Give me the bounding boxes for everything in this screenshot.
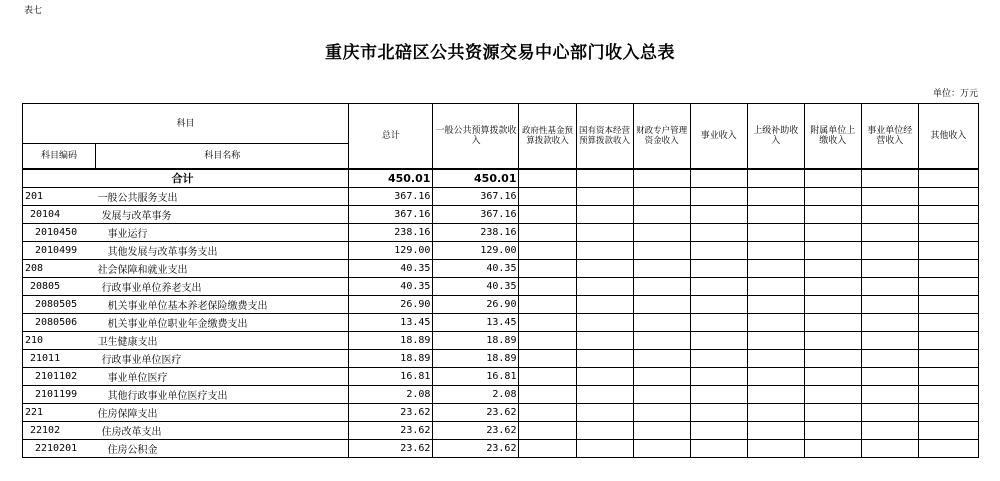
cell-empty (804, 349, 861, 367)
page-title: 重庆市北碚区公共资源交易中心部门收入总表 (325, 43, 675, 63)
table-row (23, 385, 979, 403)
cell-general: 13.45 (433, 313, 519, 331)
cell-code: 2101102 (23, 367, 96, 385)
unit-label: 单位：万元 (932, 89, 978, 99)
cell-empty (918, 277, 978, 295)
cell-general: 23.62 (433, 403, 519, 421)
cell-empty (861, 385, 918, 403)
total-general-value: 450.01 (433, 169, 519, 188)
header-col-superior-subsidy: 上级补助收入 (747, 104, 804, 169)
cell-empty (519, 223, 576, 241)
table-row (23, 421, 979, 439)
cell-general: 23.62 (433, 439, 519, 457)
cell-empty (633, 259, 690, 277)
cell-empty (747, 259, 804, 277)
cell-empty (747, 403, 804, 421)
table-row (23, 403, 979, 421)
table-row (23, 205, 979, 223)
cell-general: 238.16 (433, 223, 519, 241)
cell-general: 2.08 (433, 385, 519, 403)
cell-empty (519, 259, 576, 277)
cell-code: 2010450 (23, 223, 96, 241)
header-subject: 科目 (23, 104, 349, 144)
header-col-general: 一般公共预算拨款收入 (433, 104, 519, 169)
header-col-affiliated: 附属单位上缴收入 (804, 104, 861, 169)
cell-empty (747, 421, 804, 439)
cell-general: 129.00 (433, 241, 519, 259)
cell-empty (519, 295, 576, 313)
table-row (23, 331, 979, 349)
cell-empty (861, 223, 918, 241)
cell-empty (861, 277, 918, 295)
cell-general: 40.35 (433, 259, 519, 277)
cell-name: 其他行政事业单位医疗支出 (96, 385, 349, 403)
total-value: 450.01 (349, 169, 433, 188)
cell-name: 事业单位医疗 (96, 367, 349, 385)
cell-empty (576, 385, 633, 403)
cell-general: 40.35 (433, 277, 519, 295)
cell-total: 18.89 (349, 349, 433, 367)
cell-empty (861, 259, 918, 277)
cell-empty (747, 439, 804, 457)
cell-empty (804, 385, 861, 403)
cell-code: 20805 (23, 277, 96, 295)
cell-empty (576, 313, 633, 331)
cell-empty (576, 349, 633, 367)
cell-empty (519, 187, 576, 205)
cell-total: 23.62 (349, 439, 433, 457)
cell-empty (804, 241, 861, 259)
header-code: 科目编码 (23, 144, 96, 169)
cell-empty (918, 223, 978, 241)
cell-empty (690, 259, 747, 277)
header-col-other: 其他收入 (918, 104, 978, 169)
cell-code: 22102 (23, 421, 96, 439)
cell-name: 卫生健康支出 (96, 331, 349, 349)
cell-empty (918, 205, 978, 223)
header-col-special-account: 财政专户管理资金收入 (633, 104, 690, 169)
header-col-operating: 事业单位经营收入 (861, 104, 918, 169)
cell-empty (633, 295, 690, 313)
header-total: 总计 (349, 104, 433, 169)
cell-code: 210 (23, 331, 96, 349)
cell-code: 208 (23, 259, 96, 277)
cell-empty (633, 439, 690, 457)
cell-total: 367.16 (349, 205, 433, 223)
table-row (23, 277, 979, 295)
cell-name: 发展与改革事务 (96, 205, 349, 223)
cell-empty (519, 313, 576, 331)
cell-empty (690, 313, 747, 331)
cell-empty (633, 367, 690, 385)
cell-empty (633, 349, 690, 367)
cell-empty (918, 313, 978, 331)
cell-empty (690, 277, 747, 295)
cell-code: 20104 (23, 205, 96, 223)
cell-empty (918, 295, 978, 313)
cell-empty (804, 313, 861, 331)
cell-general: 26.90 (433, 295, 519, 313)
cell-name: 行政事业单位养老支出 (96, 277, 349, 295)
cell-empty (747, 349, 804, 367)
cell-empty (918, 259, 978, 277)
cell-empty (633, 205, 690, 223)
cell-empty (690, 421, 747, 439)
cell-empty (576, 439, 633, 457)
cell-empty (918, 187, 978, 205)
cell-empty (804, 331, 861, 349)
cell-name: 住房改革支出 (96, 421, 349, 439)
header-col-state-capital: 国有资本经营预算拨款收入 (576, 104, 633, 169)
cell-empty (918, 439, 978, 457)
cell-empty (633, 385, 690, 403)
cell-empty (804, 223, 861, 241)
cell-empty (747, 187, 804, 205)
cell-code: 21011 (23, 349, 96, 367)
cell-empty (576, 187, 633, 205)
cell-empty (690, 403, 747, 421)
cell-name: 机关事业单位基本养老保险缴费支出 (96, 295, 349, 313)
cell-empty (747, 241, 804, 259)
cell-total: 40.35 (349, 277, 433, 295)
cell-name: 社会保障和就业支出 (96, 259, 349, 277)
cell-empty (747, 295, 804, 313)
cell-empty (633, 313, 690, 331)
table-row (23, 223, 979, 241)
cell-code: 2010499 (23, 241, 96, 259)
cell-total: 40.35 (349, 259, 433, 277)
cell-empty (861, 367, 918, 385)
cell-name: 其他发展与改革事务支出 (96, 241, 349, 259)
cell-empty (576, 403, 633, 421)
cell-empty (690, 223, 747, 241)
cell-empty (747, 385, 804, 403)
cell-general: 18.89 (433, 349, 519, 367)
cell-empty (804, 403, 861, 421)
cell-empty (690, 349, 747, 367)
cell-empty (519, 439, 576, 457)
cell-general: 367.16 (433, 205, 519, 223)
cell-empty (918, 403, 978, 421)
table-row (23, 187, 979, 205)
cell-empty (576, 367, 633, 385)
cell-empty (804, 277, 861, 295)
cell-empty (633, 421, 690, 439)
cell-empty (918, 421, 978, 439)
table-row (23, 367, 979, 385)
cell-code: 2080505 (23, 295, 96, 313)
cell-empty (861, 349, 918, 367)
table-row (23, 241, 979, 259)
cell-empty (861, 205, 918, 223)
cell-general: 367.16 (433, 187, 519, 205)
cell-general: 23.62 (433, 421, 519, 439)
header-name: 科目名称 (96, 144, 349, 169)
cell-total: 23.62 (349, 421, 433, 439)
cell-code: 2080506 (23, 313, 96, 331)
cell-empty (576, 241, 633, 259)
cell-empty (861, 295, 918, 313)
cell-empty (519, 367, 576, 385)
cell-empty (861, 331, 918, 349)
header-col-business: 事业收入 (690, 104, 747, 169)
cell-empty (576, 295, 633, 313)
cell-empty (519, 421, 576, 439)
cell-empty (690, 241, 747, 259)
cell-total: 13.45 (349, 313, 433, 331)
cell-code: 2210201 (23, 439, 96, 457)
cell-empty (519, 241, 576, 259)
cell-empty (804, 205, 861, 223)
cell-empty (918, 331, 978, 349)
cell-empty (861, 187, 918, 205)
cell-empty (747, 367, 804, 385)
cell-empty (861, 241, 918, 259)
cell-name: 住房保障支出 (96, 403, 349, 421)
cell-total: 18.89 (349, 331, 433, 349)
cell-empty (633, 241, 690, 259)
cell-total: 26.90 (349, 295, 433, 313)
table-number-tag: 表七 (24, 6, 43, 16)
cell-name: 住房公积金 (96, 439, 349, 457)
cell-total: 23.62 (349, 403, 433, 421)
cell-empty (633, 187, 690, 205)
cell-empty (519, 385, 576, 403)
table-row (23, 295, 979, 313)
cell-total: 16.81 (349, 367, 433, 385)
cell-empty (690, 187, 747, 205)
income-summary-table (22, 103, 979, 458)
cell-name: 行政事业单位医疗 (96, 349, 349, 367)
cell-empty (576, 259, 633, 277)
cell-empty (519, 205, 576, 223)
table-row (23, 313, 979, 331)
cell-empty (690, 295, 747, 313)
cell-empty (690, 205, 747, 223)
cell-empty (633, 277, 690, 295)
cell-code: 201 (23, 187, 96, 205)
cell-name: 一般公共服务支出 (96, 187, 349, 205)
cell-empty (747, 313, 804, 331)
cell-empty (804, 367, 861, 385)
cell-total: 2.08 (349, 385, 433, 403)
cell-empty (804, 259, 861, 277)
table-row (23, 259, 979, 277)
cell-empty (804, 187, 861, 205)
header-col-fund: 政府性基金预算拨款收入 (519, 104, 576, 169)
cell-empty (918, 385, 978, 403)
cell-empty (747, 277, 804, 295)
cell-empty (861, 421, 918, 439)
cell-empty (747, 223, 804, 241)
cell-code: 221 (23, 403, 96, 421)
cell-empty (519, 277, 576, 295)
cell-empty (861, 403, 918, 421)
cell-empty (918, 367, 978, 385)
cell-empty (576, 331, 633, 349)
cell-empty (633, 331, 690, 349)
cell-empty (690, 385, 747, 403)
cell-empty (804, 421, 861, 439)
cell-empty (519, 349, 576, 367)
cell-code: 2101199 (23, 385, 96, 403)
cell-total: 238.16 (349, 223, 433, 241)
cell-empty (918, 241, 978, 259)
cell-name: 机关事业单位职业年金缴费支出 (96, 313, 349, 331)
cell-name: 事业运行 (96, 223, 349, 241)
cell-empty (576, 223, 633, 241)
cell-empty (861, 313, 918, 331)
cell-empty (690, 331, 747, 349)
cell-empty (576, 205, 633, 223)
table-row (23, 349, 979, 367)
cell-empty (747, 331, 804, 349)
cell-empty (747, 205, 804, 223)
cell-empty (519, 403, 576, 421)
cell-empty (861, 439, 918, 457)
cell-empty (690, 439, 747, 457)
cell-empty (690, 367, 747, 385)
cell-empty (804, 295, 861, 313)
cell-empty (519, 331, 576, 349)
cell-total: 129.00 (349, 241, 433, 259)
cell-total: 367.16 (349, 187, 433, 205)
cell-empty (576, 277, 633, 295)
total-row (23, 169, 979, 188)
cell-empty (576, 421, 633, 439)
cell-general: 18.89 (433, 331, 519, 349)
cell-empty (633, 403, 690, 421)
cell-empty (633, 223, 690, 241)
cell-empty (918, 349, 978, 367)
total-label: 合计 (96, 169, 349, 188)
cell-empty (804, 439, 861, 457)
table-row (23, 439, 979, 457)
cell-general: 16.81 (433, 367, 519, 385)
